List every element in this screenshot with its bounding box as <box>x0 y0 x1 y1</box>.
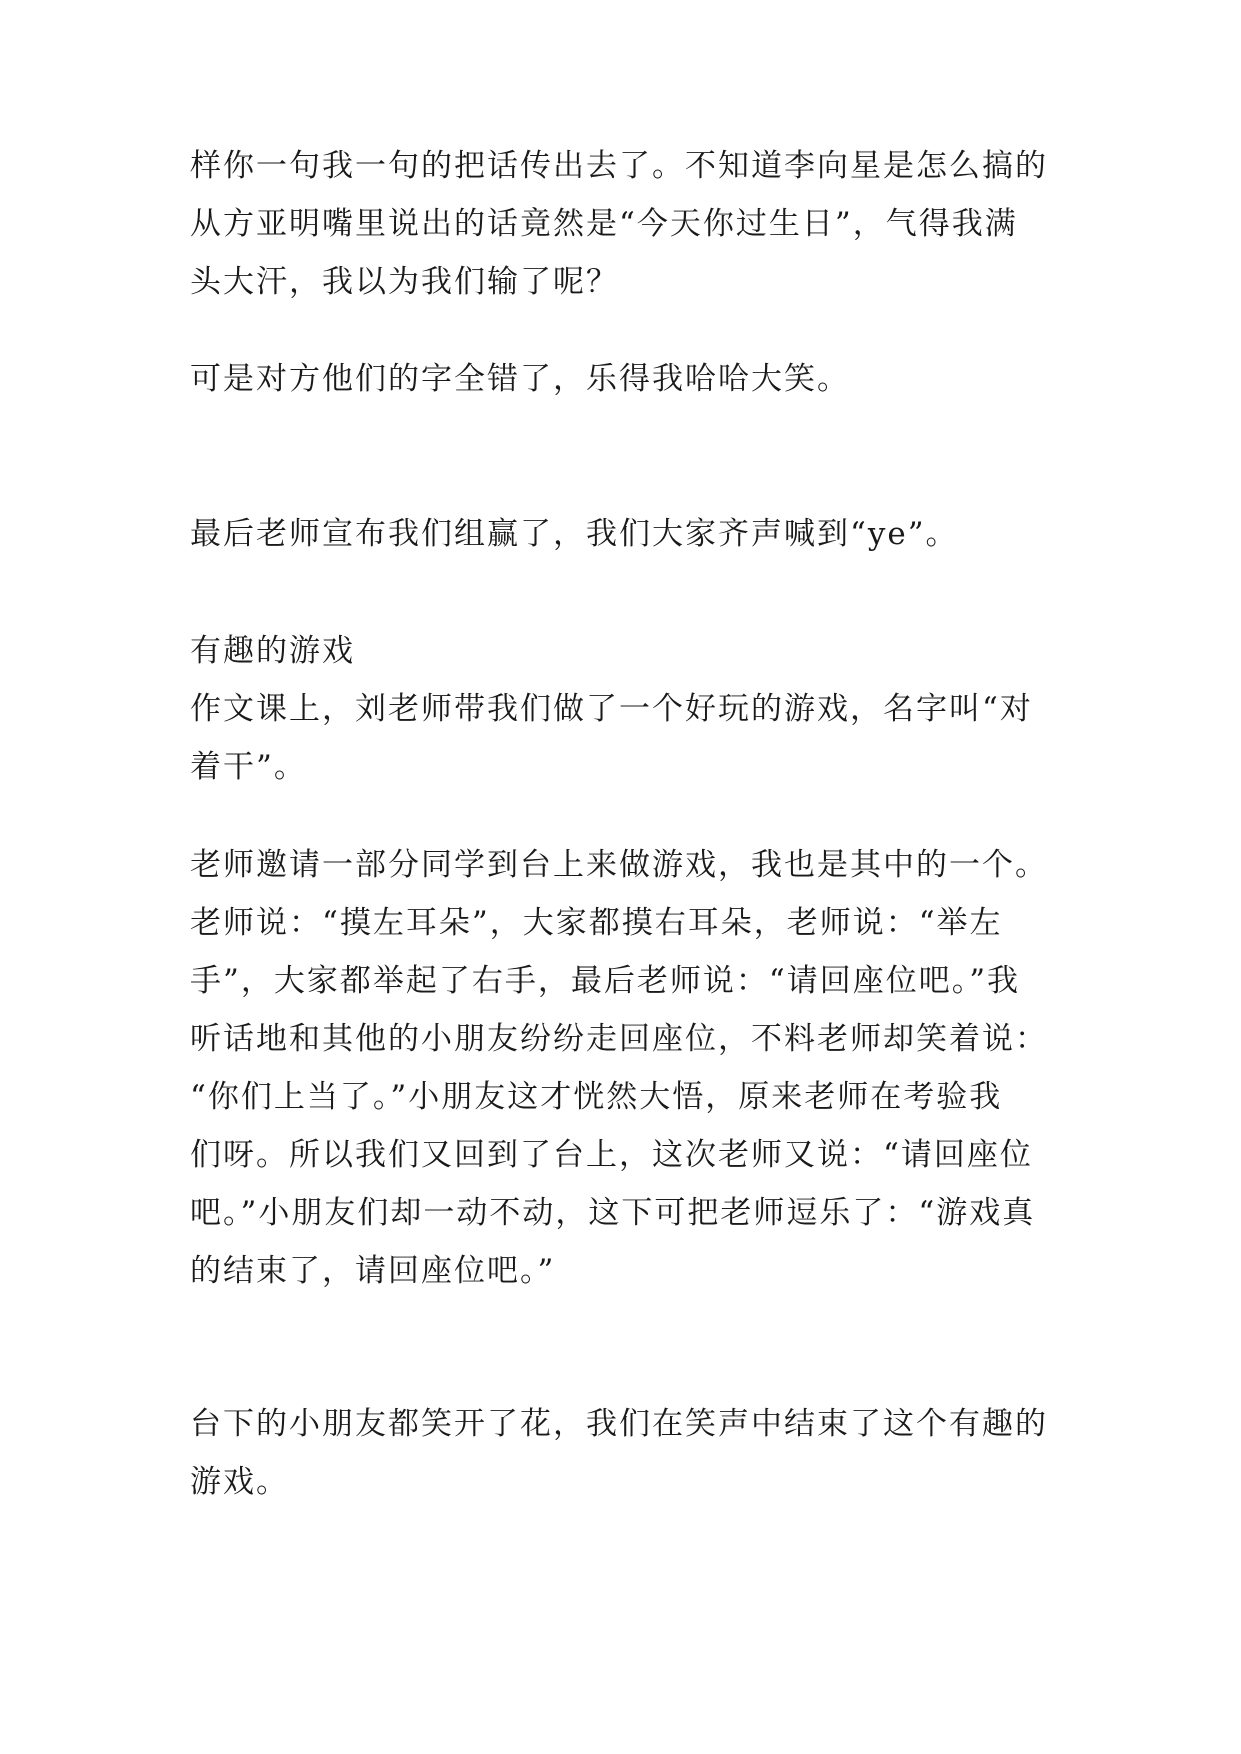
text-line: 听话地和其他的小朋友纷纷走回座位，不料老师却笑着说： <box>190 1021 1048 1057</box>
text-line: 台下的小朋友都笑开了花，我们在笑声中结束了这个有趣的 <box>190 1406 1048 1442</box>
paragraph-6 <box>190 1395 1060 1511</box>
text-line: 最后老师宣布我们组赢了，我们大家齐声喊到“ye”。 <box>190 516 959 552</box>
paragraph-5 <box>190 836 1060 1300</box>
text-line: 头大汗，我以为我们输了呢？ <box>190 264 619 300</box>
text-line: 样你一句我一句的把话传出去了。不知道李向星是怎么搞的 <box>190 148 1048 184</box>
text-line: 手”，大家都举起了右手，最后老师说：“请回座位吧。”我 <box>190 963 1021 999</box>
paragraph-3 <box>190 505 1060 563</box>
paragraph-2 <box>190 350 1060 408</box>
text-line: 可是对方他们的字全错了，乐得我哈哈大笑。 <box>190 361 850 397</box>
text-line: 吧。”小朋友们却一动不动，这下可把老师逗乐了：“游戏真 <box>190 1195 1036 1231</box>
paragraph-1 <box>190 137 1060 311</box>
text-line: 游戏。 <box>190 1464 289 1500</box>
text-line: 们呀。所以我们又回到了台上，这次老师又说：“请回座位 <box>190 1137 1033 1173</box>
text-line: 作文课上，刘老师带我们做了一个好玩的游戏，名字叫“对 <box>190 691 1033 727</box>
paragraph-4 <box>190 622 1060 796</box>
text-line: “你们上当了。”小朋友这才恍然大悟，原来老师在考验我 <box>190 1079 1003 1115</box>
text-line: 从方亚明嘴里说出的话竟然是“今天你过生日”，气得我满 <box>190 206 1018 242</box>
text-line: 老师说：“摸左耳朵”，大家都摸右耳朵，老师说：“举左 <box>190 905 1003 941</box>
text-line: 的结束了，请回座位吧。” <box>190 1253 556 1289</box>
section-title: 有趣的游戏 <box>190 633 355 669</box>
text-line: 老师邀请一部分同学到台上来做游戏，我也是其中的一个。 <box>190 847 1048 883</box>
text-line: 着干”。 <box>190 749 307 785</box>
